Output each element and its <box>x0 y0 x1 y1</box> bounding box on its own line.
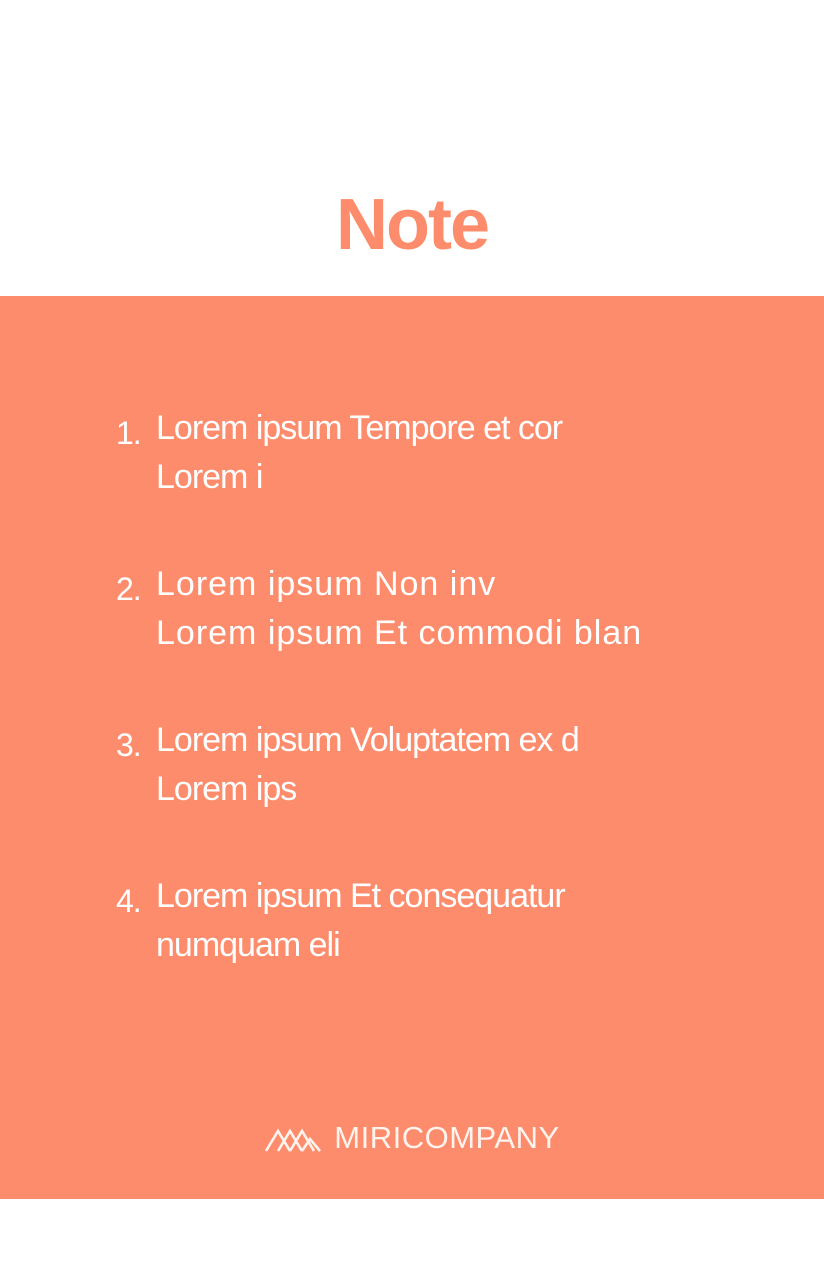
mountain-logo-icon <box>264 1123 322 1153</box>
note-list <box>116 404 756 1028</box>
note-line: Lorem i <box>156 458 263 496</box>
notes-panel <box>0 296 824 1199</box>
brand-name: MIRICOMPANY <box>334 1120 560 1155</box>
note-line: Lorem ips <box>156 770 297 808</box>
note-line: Lorem ipsum Et consequatur <box>156 877 565 915</box>
note-number: 3. <box>116 727 141 763</box>
note-item-2 <box>116 560 756 658</box>
page-title: Note <box>336 185 488 265</box>
note-item-1 <box>116 404 756 502</box>
note-number: 4. <box>116 883 141 919</box>
note-line: Lorem ipsum Non inv <box>156 565 497 603</box>
note-number: 1. <box>116 415 141 451</box>
note-line: Lorem ipsum Tempore et cor <box>156 409 563 447</box>
note-line: Lorem ipsum Voluptatem ex d <box>156 721 579 759</box>
note-item-3 <box>116 716 756 814</box>
note-line: Lorem ipsum Et commodi blan <box>156 614 643 652</box>
brand-footer <box>0 1118 824 1158</box>
note-number: 2. <box>116 571 141 607</box>
note-line: numquam eli <box>156 926 340 964</box>
note-item-4 <box>116 872 756 970</box>
